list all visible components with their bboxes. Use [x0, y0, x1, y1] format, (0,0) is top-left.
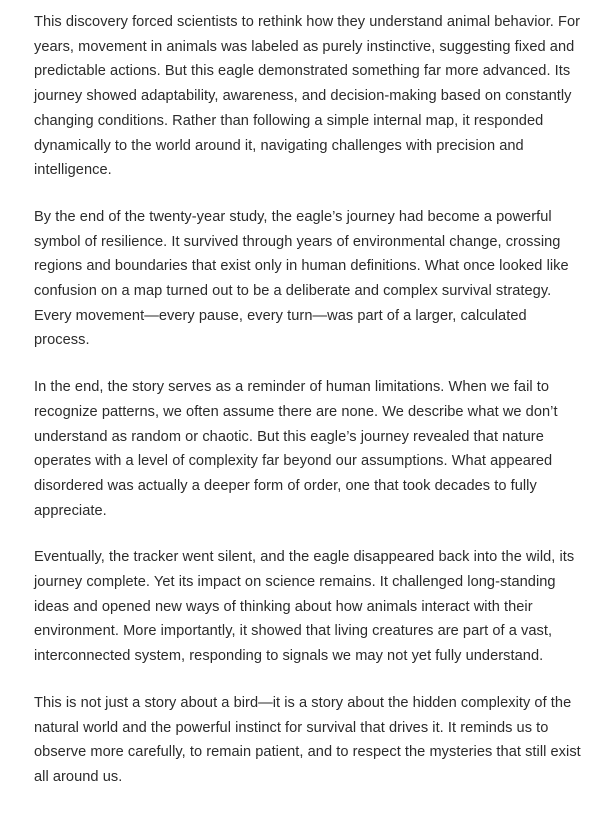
paragraph-5: This is not just a story about a bird—it is a story about the hidden complexity of the natural world and the powerful instinct for survival that drives it. It reminds us to observe more carefully, to remain patient, and to respect the mysteries that still exist all around us. [34, 694, 581, 785]
paragraph-3: In the end, the story serves as a reminder of human limitations. When we fail to recognize patterns, we often assume there are none. We describe what we don’t understand as random or chaotic. But this eagle’s journey revealed that nature operates with a level of complexity far beyond our assumptions. What appeared disordered was actually a deeper form of order, one that took decades to fully appreciate. [34, 379, 558, 519]
article-body [34, 10, 582, 790]
paragraph-4: Eventually, the tracker went silent, and the eagle disappeared back into the wild, its journey complete. Yet its impact on science remains. It challenged long-standing ideas and opened new ways of thinking about how animals interact with their environment. More importantly, it showed that living creatures are part of a vast, interconnected system, responding to signals we may not yet fully understand. [34, 549, 575, 665]
paragraph-2: By the end of the twenty-year study, the eagle’s journey had become a powerful symbol of resilience. It survived through years of environmental change, crossing regions and boundaries that exist only in human definitions. What once looked like confusion on a map turned out to be a deliberate and complex survival strategy. Every movement—every pause, every turn—was part of a larger, calculated process. [34, 208, 569, 349]
paragraph-1: This discovery forced scientists to rethink how they understand animal behavior. For years, movement in animals was labeled as purely instinctive, suggesting fixed and predictable actions. But this eagle demonstrated something far more advanced. Its journey showed adaptability, awareness, and decision-making based on constantly changing conditions. Rather than following a simple internal map, it responded dynamically to the world around it, navigating challenges with precision and intelligence. [34, 14, 581, 179]
